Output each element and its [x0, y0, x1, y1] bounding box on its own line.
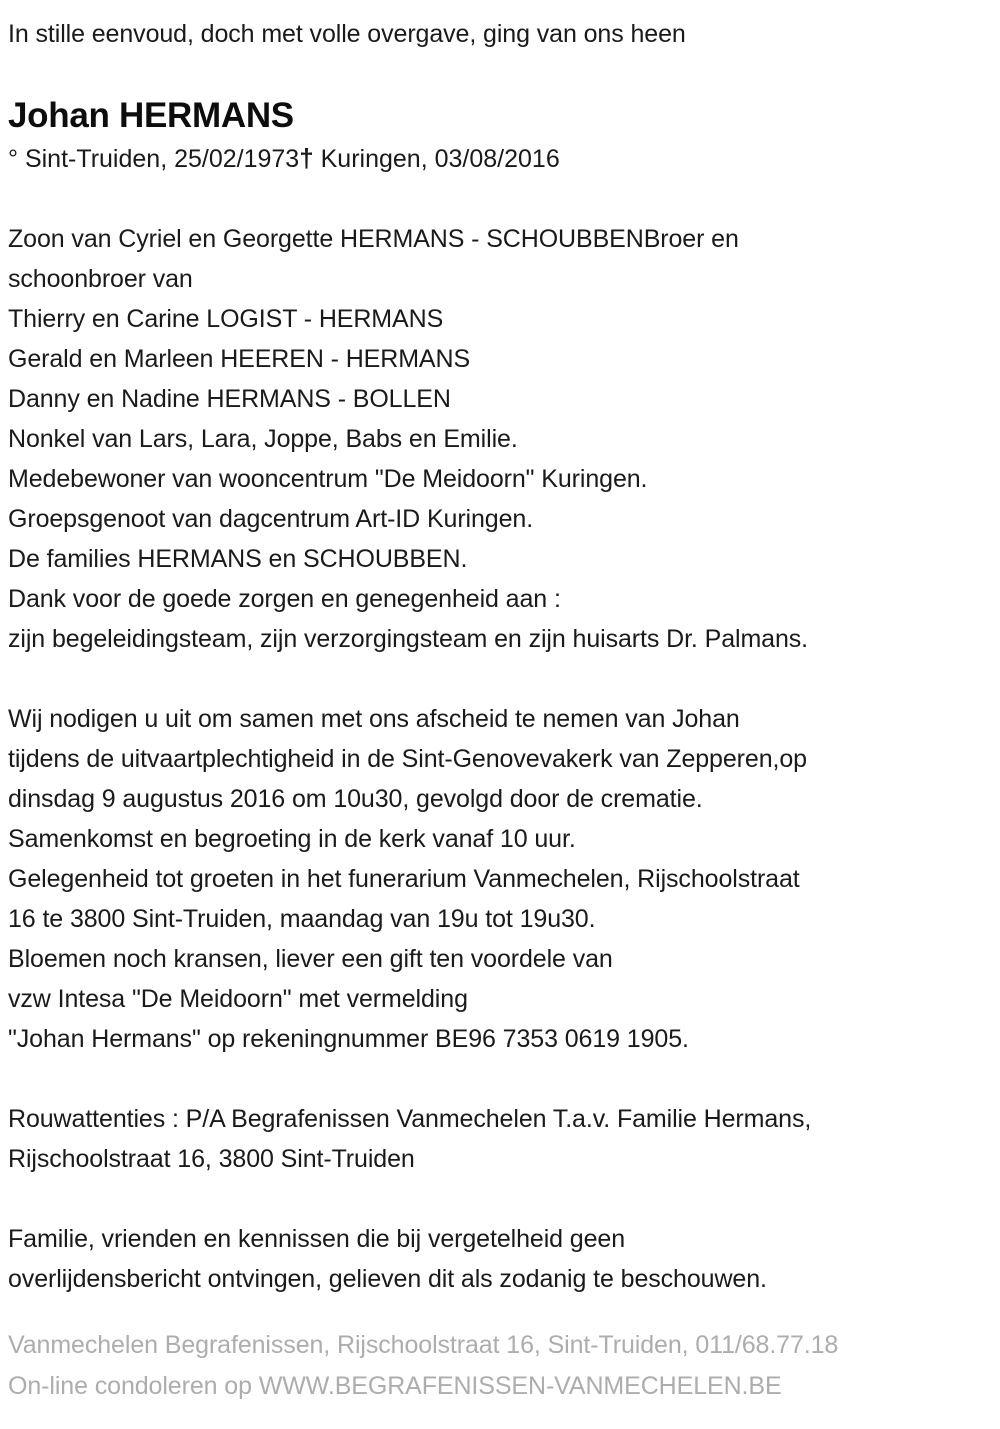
birth-place: Sint-Truiden, [18, 145, 175, 173]
notice-note-line: overlijdensbericht ontvingen, gelieven dit als zodanig te beschouwen. [8, 1265, 767, 1293]
spacer-after-family [8, 659, 994, 699]
notice-note-line: Familie, vrienden en kennissen die bij vergetelheid geen [8, 1225, 626, 1253]
family-block [8, 219, 994, 659]
family-line: Zoon van Cyriel en Georgette HERMANS - SCHOUBBENBroer en [8, 225, 739, 253]
family-line: Nonkel van Lars, Lara, Joppe, Babs en Emilie. [8, 425, 518, 453]
ceremony-line: Gelegenheid tot groeten in het funerarium Vanmechelen, Rijschoolstraat [8, 865, 800, 893]
family-line: schoonbroer van [8, 265, 193, 293]
notice-note-block [8, 1219, 994, 1299]
condolences-address-line: Rijschoolstraat 16, 3800 Sint-Truiden [8, 1145, 415, 1173]
ceremony-line: "Johan Hermans" op rekeningnummer BE96 7353 0619 1905. [8, 1025, 689, 1053]
birth-date: 25/02/1973 [174, 145, 300, 173]
ceremony-line: Bloemen noch kransen, liever een gift ten voordele van [8, 945, 613, 973]
intro-line: In stille eenvoud, doch met volle overgave, ging van ons heen [8, 20, 686, 48]
death-place: Kuringen, [313, 145, 435, 173]
birth-symbol-icon: ° [8, 145, 18, 173]
footer [8, 1325, 994, 1407]
cross-dagger-icon: † [299, 143, 314, 173]
family-line: Thierry en Carine LOGIST - HERMANS [8, 305, 444, 333]
family-line: Gerald en Marleen HEEREN - HERMANS [8, 345, 471, 373]
footer-website-line[interactable]: On-line condoleren op WWW.BEGRAFENISSEN-VANMECHELEN.BE [8, 1372, 782, 1400]
ceremony-line: Samenkomst en begroeting in de kerk vanaf 10 uur. [8, 825, 576, 853]
spacer-after-ceremony [8, 1059, 994, 1099]
ceremony-line: dinsdag 9 augustus 2016 om 10u30, gevolgd door de crematie. [8, 785, 703, 813]
condolences-address-line: Rouwattenties : P/A Begrafenissen Vanmechelen T.a.v. Familie Hermans, [8, 1105, 812, 1133]
footer-contact-line: Vanmechelen Begrafenissen, Rijschoolstraat 16, Sint-Truiden, 011/68.77.18 [8, 1331, 839, 1359]
ceremony-block [8, 699, 994, 1059]
spacer-after-dates [8, 179, 994, 219]
ceremony-line: Wij nodigen u uit om samen met ons afscheid te nemen van Johan [8, 705, 740, 733]
death-date: 03/08/2016 [434, 145, 560, 173]
family-line: Dank voor de goede zorgen en genegenheid aan : [8, 585, 561, 613]
family-line: zijn begeleidingsteam, zijn verzorgingsteam en zijn huisarts Dr. Palmans. [8, 625, 809, 653]
condolences-address-block [8, 1099, 994, 1179]
family-line: Danny en Nadine HERMANS - BOLLEN [8, 385, 451, 413]
ceremony-line: 16 te 3800 Sint-Truiden, maandag van 19u tot 19u30. [8, 905, 596, 933]
family-line: Groepsgenoot van dagcentrum Art-ID Kuringen. [8, 505, 534, 533]
ceremony-line: vzw Intesa "De Meidoorn" met vermelding [8, 985, 468, 1013]
spacer-after-intro [8, 54, 994, 94]
family-line: Medebewoner van wooncentrum "De Meidoorn" Kuringen. [8, 465, 648, 493]
deceased-name: Johan HERMANS [8, 96, 294, 135]
spacer-after-address [8, 1179, 994, 1219]
deceased-dates [8, 138, 994, 179]
ceremony-line: tijdens de uitvaartplechtigheid in de Sint-Genovevakerk van Zepperen,op [8, 745, 807, 773]
family-line: De families HERMANS en SCHOUBBEN. [8, 545, 468, 573]
